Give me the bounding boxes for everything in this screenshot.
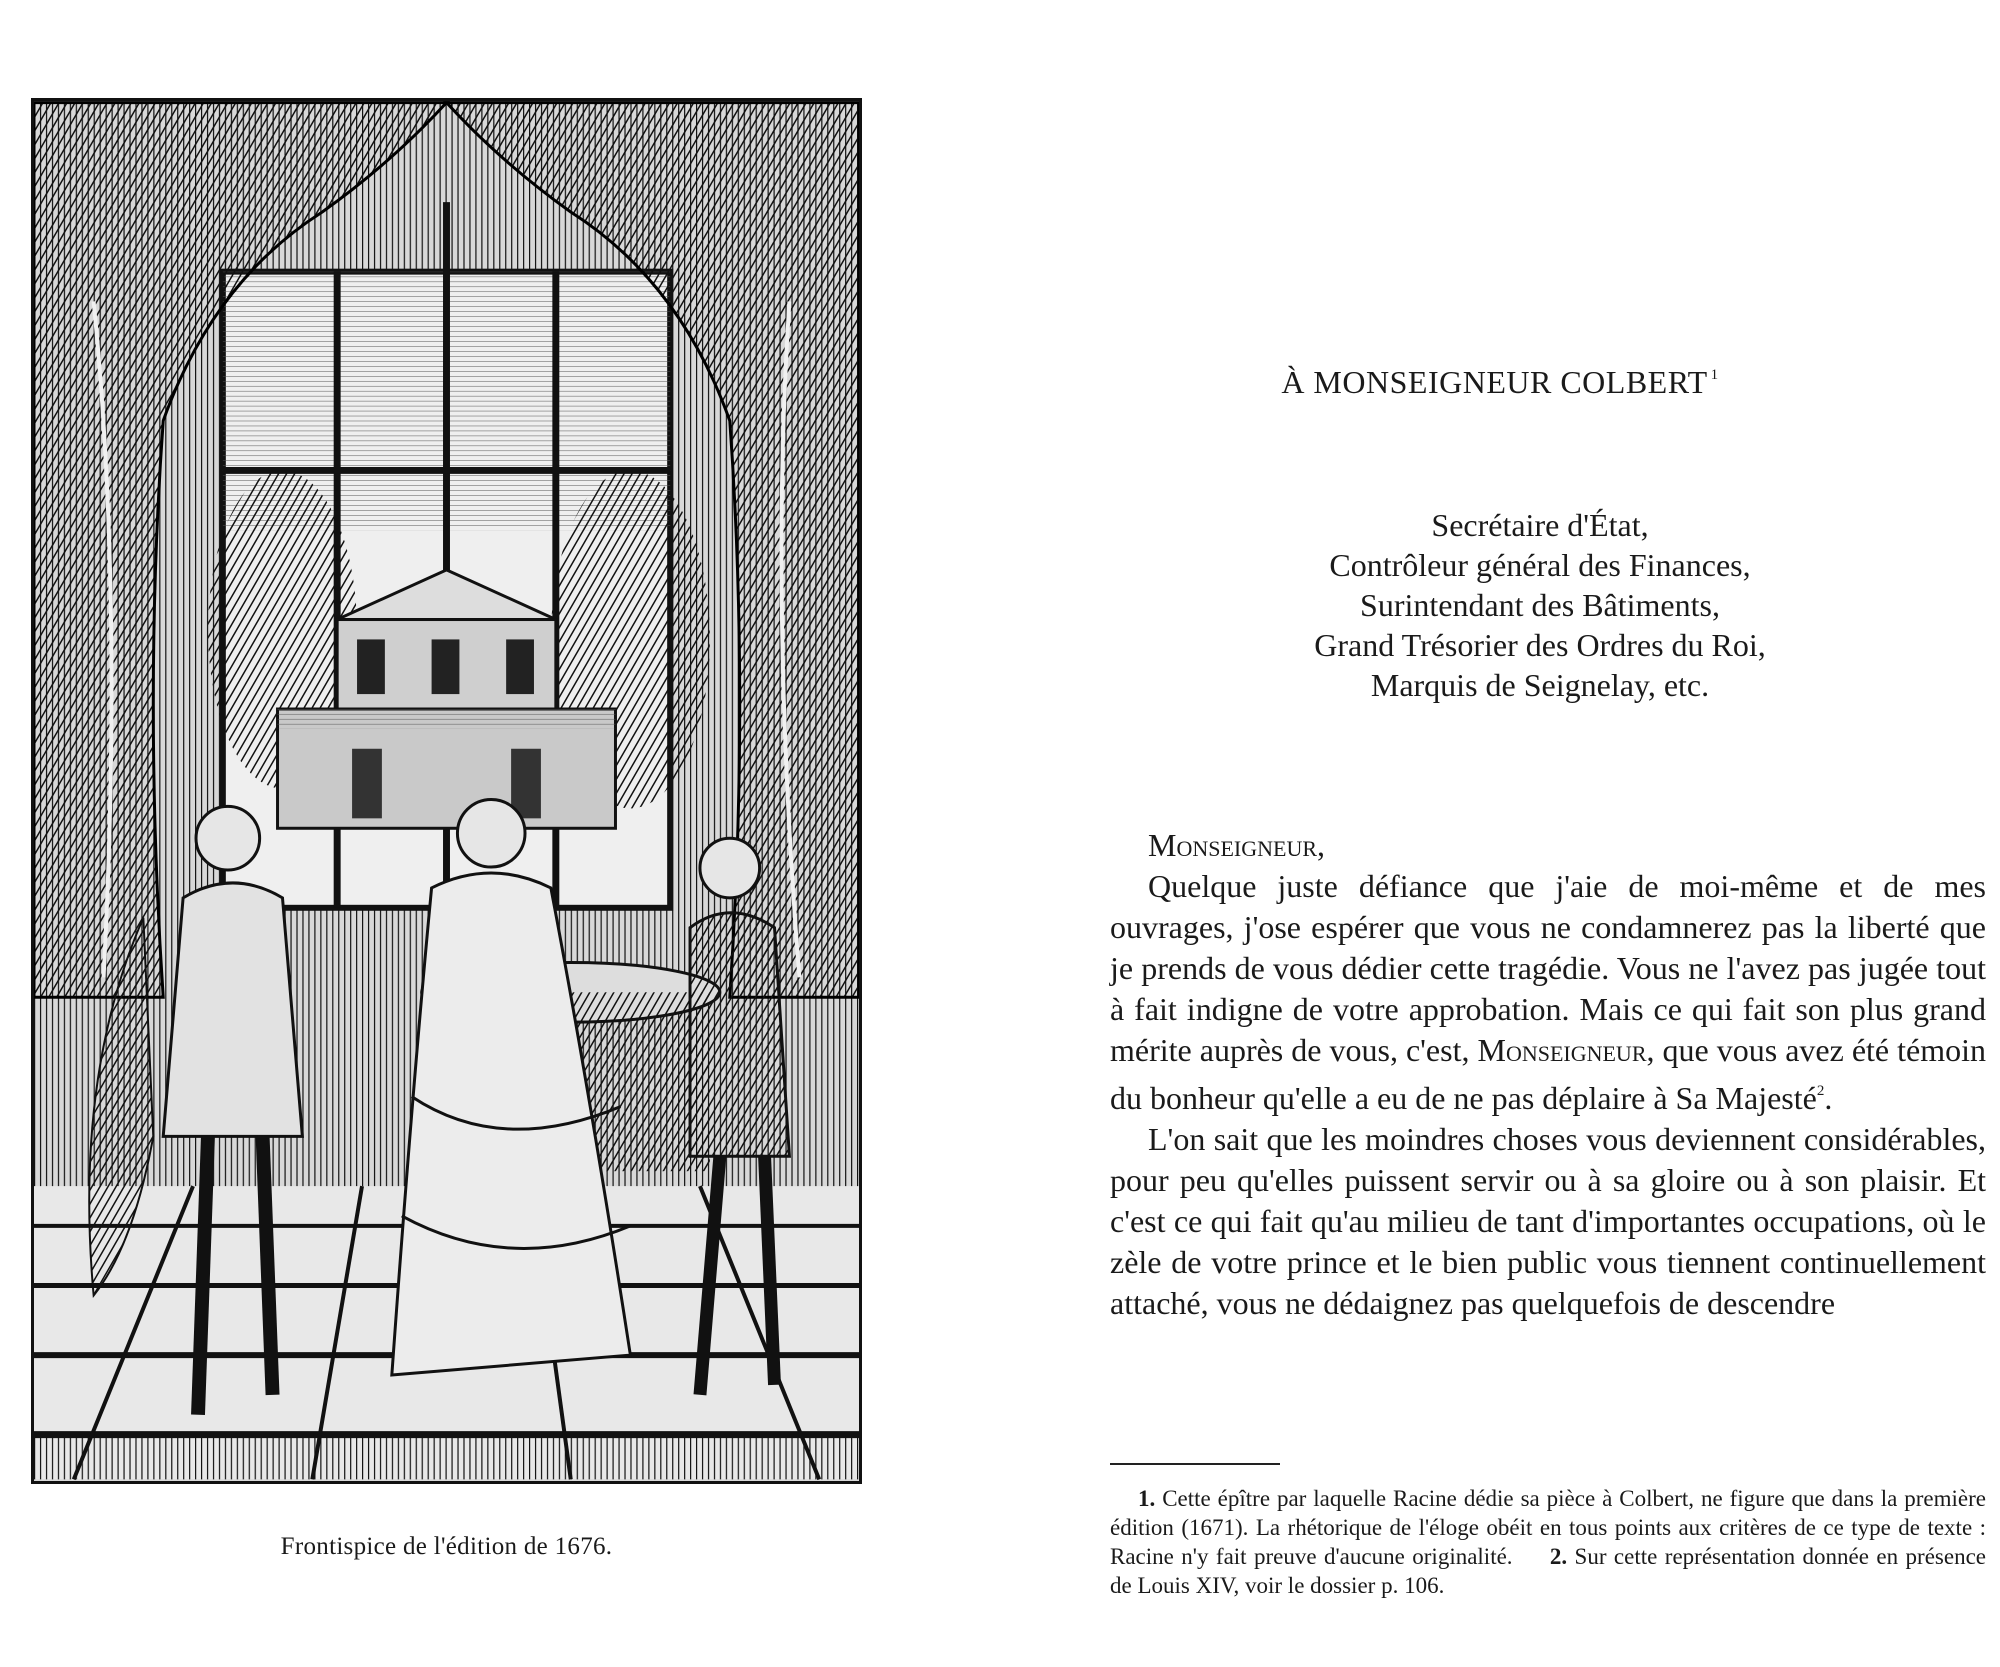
footnote-ref-2: 2	[1816, 1083, 1825, 1099]
footnote-2-number: 2.	[1549, 1544, 1568, 1569]
engraving-illustration	[34, 101, 859, 1481]
footnote-ref-1: 1	[1710, 367, 1719, 383]
dedicatee-title-line: Contrôleur général des Finances,	[1329, 547, 1751, 583]
footnote-1-number: 1.	[1138, 1486, 1156, 1511]
salutation: Monseigneur,	[1148, 827, 1326, 863]
paragraph-1-smallcaps: Monseigneur	[1477, 1032, 1647, 1068]
footnote-block	[1110, 1484, 1986, 1600]
footnote-1-text: Cette épître par laquelle Racine dédie sa pièce à Colbert, ne figure que dans la première édition (1671). La rhétorique de l'éloge obéit en tous points aux critères de ce type de texte : Racine n'y fait preuve d'aucune originalité.	[1110, 1486, 1986, 1569]
dedication-title	[1160, 364, 1840, 401]
dedicatee-title-line: Grand Trésorier des Ordres du Roi,	[1314, 627, 1766, 663]
frontispiece-engraving	[31, 98, 862, 1484]
footnote-rule	[1110, 1463, 1280, 1465]
dedication-title-text: À MONSEIGNEUR COLBERT	[1281, 364, 1708, 400]
dedicatee-title-line: Surintendant des Bâtiments,	[1360, 587, 1720, 623]
paragraph-1-text-c: .	[1824, 1080, 1833, 1116]
dedicatee-title-line: Marquis de Seignelay, etc.	[1370, 667, 1710, 703]
footnote-2-text: Sur cette représentation donnée en présence de Louis XIV, voir le dossier p. 106.	[1110, 1544, 1987, 1598]
footnotes	[1110, 1484, 1986, 1600]
dedicatee-titles	[1200, 505, 1880, 705]
paragraph-1-text-a: Quelque juste défiance que j'aie de moi-même et de mes ouvrages, j'ose espérer que vous ne condamnerez pas la liberté que je prends de vous dédier cette tragédie. Vous ne l'avez pas jugée tout à fait indigne de votre approbation. Mais ce qui fait son plus grand mérite auprès de vous, c'est,	[1110, 868, 1986, 1068]
frontispiece-caption: Frontispice de l'édition de 1676.	[280, 1533, 613, 1560]
paragraph-1-text-b: , que vous avez été témoin du bonheur qu'elle a eu de ne pas déplaire à Sa Majesté	[1110, 1032, 1986, 1116]
dedicatee-title-line: Secrétaire d'État,	[1431, 507, 1649, 543]
paragraph-2: L'on sait que les moindres choses vous deviennent considérables, pour peu qu'elles puissent servir ou à sa gloire ou à son plaisir. Et c'est ce qui fait qu'au milieu de tant d'importantes occupations, où le zèle de votre prince et le bien public vous tiennent continuellement attaché, vous ne dédaignez pas quelquefois de descendre	[1110, 1121, 1986, 1321]
paragraph-1	[1110, 866, 1986, 1119]
dedication-body	[1110, 825, 1986, 1324]
